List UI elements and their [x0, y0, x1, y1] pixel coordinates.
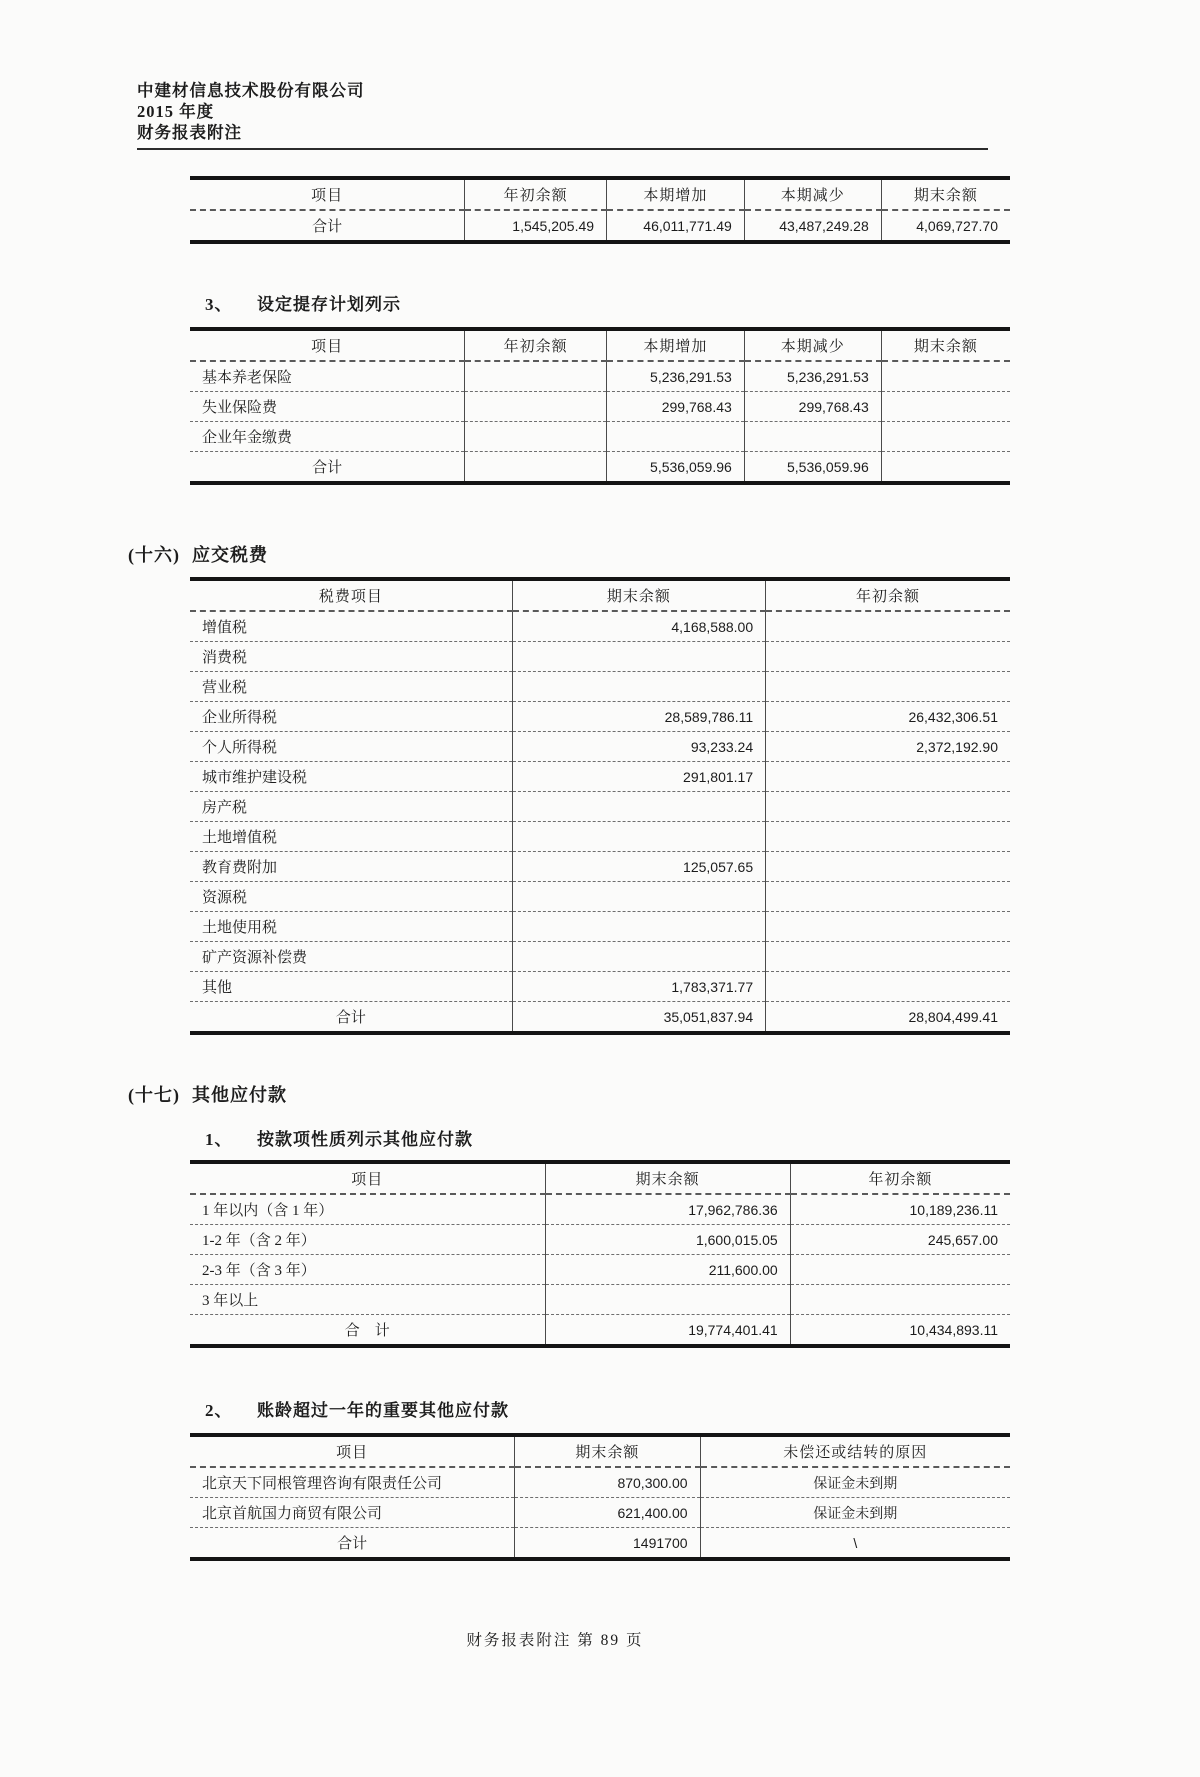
cell-value	[766, 642, 1010, 672]
table-row	[190, 1255, 1010, 1285]
section-17-2-number: 2、	[205, 1401, 233, 1420]
cell-value: 2,372,192.90	[766, 732, 1010, 762]
table-header-row	[190, 329, 1010, 361]
cell-value	[766, 792, 1010, 822]
cell-value: \	[700, 1528, 1010, 1560]
row-label: 北京首航国力商贸有限公司	[190, 1498, 515, 1528]
other-payables-by-nature-table	[190, 1160, 1010, 1348]
cell-value	[512, 792, 765, 822]
cell-value	[465, 392, 607, 422]
table-row	[190, 732, 1010, 762]
cell-value	[766, 852, 1010, 882]
table-row	[190, 912, 1010, 942]
row-label: 合计	[337, 1536, 368, 1552]
column-header: 项目	[190, 329, 465, 361]
cell-value	[766, 882, 1010, 912]
cell-value	[545, 1285, 790, 1315]
cell-value: 10,434,893.11	[790, 1315, 1010, 1347]
row-label: 营业税	[190, 672, 512, 702]
cell-value: 1,600,015.05	[545, 1225, 790, 1255]
cell-value	[465, 452, 607, 484]
cell-value: 46,011,771.49	[607, 210, 745, 242]
cell-value: 211,600.00	[545, 1255, 790, 1285]
table-row	[190, 702, 1010, 732]
row-label: 合 计	[344, 1323, 390, 1339]
section-17-title: 其他应付款	[192, 1085, 287, 1105]
cell-value: 5,236,291.53	[607, 361, 745, 392]
table-row	[190, 1467, 1010, 1498]
column-header: 未偿还或结转的原因	[700, 1435, 1010, 1467]
row-label: 合计	[312, 460, 343, 476]
row-label: 增值税	[190, 611, 512, 642]
table-row	[190, 1194, 1010, 1225]
cell-value	[790, 1285, 1010, 1315]
column-header: 期末余额	[545, 1162, 790, 1194]
table-row	[190, 1528, 1010, 1560]
row-label: 1 年以内（含 1 年）	[190, 1194, 545, 1225]
cell-value	[512, 882, 765, 912]
cell-value	[881, 452, 1010, 484]
cell-value: 4,069,727.70	[881, 210, 1010, 242]
section-17-1-title: 按款项性质列示其他应付款	[257, 1130, 473, 1149]
cell-value: 43,487,249.28	[744, 210, 881, 242]
column-header: 项目	[190, 1435, 515, 1467]
column-header: 本期减少	[744, 178, 881, 210]
table-row	[190, 1002, 1010, 1034]
cell-value	[766, 972, 1010, 1002]
cell-value: 5,536,059.96	[744, 452, 881, 484]
cell-value	[465, 361, 607, 392]
table-header-row	[190, 178, 1010, 210]
table-row	[190, 452, 1010, 484]
column-header: 项目	[190, 178, 465, 210]
table-row	[190, 942, 1010, 972]
cell-value	[766, 942, 1010, 972]
company-name: 中建材信息技术股份有限公司	[137, 81, 365, 100]
row-label: 其他	[190, 972, 512, 1002]
cell-value: 125,057.65	[512, 852, 765, 882]
taxes-payable-table	[190, 577, 1010, 1035]
row-label: 北京天下同根管理咨询有限责任公司	[190, 1467, 515, 1498]
cell-value: 4,168,588.00	[512, 611, 765, 642]
cell-value: 10,189,236.11	[790, 1194, 1010, 1225]
table-row	[190, 852, 1010, 882]
cell-value	[766, 762, 1010, 792]
cell-value: 17,962,786.36	[545, 1194, 790, 1225]
table-row	[190, 672, 1010, 702]
table-row	[190, 210, 1010, 242]
row-label: 个人所得税	[190, 732, 512, 762]
row-label: 3 年以上	[190, 1285, 545, 1315]
cell-value	[790, 1255, 1010, 1285]
row-label: 土地使用税	[190, 912, 512, 942]
cell-value: 保证金未到期	[700, 1498, 1010, 1528]
row-label: 消费税	[190, 642, 512, 672]
column-header: 本期减少	[744, 329, 881, 361]
cell-value	[766, 822, 1010, 852]
cell-value	[512, 822, 765, 852]
cell-value: 291,801.17	[512, 762, 765, 792]
section-17-1-number: 1、	[205, 1130, 233, 1149]
cell-value: 28,804,499.41	[766, 1002, 1010, 1034]
cell-value: 1,783,371.77	[512, 972, 765, 1002]
cell-value	[881, 392, 1010, 422]
page-footer: 财务报表附注 第 89 页	[466, 1632, 644, 1649]
section-17-2-heading	[205, 1396, 1200, 1421]
defined-benefit-total-table	[190, 176, 1010, 244]
cell-value: 1,545,205.49	[465, 210, 607, 242]
cell-value: 19,774,401.41	[545, 1315, 790, 1347]
document-header	[137, 80, 1200, 143]
row-label: 失业保险费	[190, 392, 465, 422]
cell-value	[744, 422, 881, 452]
table-row	[190, 1225, 1010, 1255]
column-header: 期末余额	[512, 579, 765, 611]
column-header: 本期增加	[607, 329, 745, 361]
cell-value	[512, 942, 765, 972]
column-header: 年初余额	[766, 579, 1010, 611]
row-label: 合计	[335, 1010, 366, 1026]
fiscal-year: 2015 年度	[137, 102, 215, 121]
column-header: 项目	[190, 1162, 545, 1194]
cell-value: 299,768.43	[744, 392, 881, 422]
column-header: 期末余额	[515, 1435, 700, 1467]
cell-value: 5,536,059.96	[607, 452, 745, 484]
cell-value: 299,768.43	[607, 392, 745, 422]
header-divider	[137, 148, 988, 150]
row-label: 矿产资源补偿费	[190, 942, 512, 972]
section-17-1-heading	[205, 1125, 1200, 1150]
table-row	[190, 642, 1010, 672]
section-16-heading	[128, 541, 1200, 567]
row-label: 房产税	[190, 792, 512, 822]
cell-value	[607, 422, 745, 452]
table-row	[190, 392, 1010, 422]
section-17-2-title: 账龄超过一年的重要其他应付款	[257, 1401, 509, 1420]
section-3-title: 设定提存计划列示	[257, 295, 401, 314]
cell-value: 26,432,306.51	[766, 702, 1010, 732]
table-row	[190, 792, 1010, 822]
cell-value	[465, 422, 607, 452]
table-row	[190, 972, 1010, 1002]
section-16-title: 应交税费	[192, 545, 268, 565]
row-label: 基本养老保险	[190, 361, 465, 392]
column-header: 期末余额	[881, 329, 1010, 361]
column-header: 税费项目	[190, 579, 512, 611]
cell-value	[766, 672, 1010, 702]
section-17-number: (十七)	[128, 1085, 180, 1105]
row-label: 土地增值税	[190, 822, 512, 852]
cell-value	[881, 422, 1010, 452]
section-17-heading	[128, 1081, 1200, 1107]
table-row	[190, 1498, 1010, 1528]
defined-contribution-plan-table	[190, 327, 1010, 485]
row-label: 2-3 年（含 3 年）	[190, 1255, 545, 1285]
section-16-number: (十六)	[128, 545, 180, 565]
row-label: 资源税	[190, 882, 512, 912]
table-header-row	[190, 1435, 1010, 1467]
cell-value: 93,233.24	[512, 732, 765, 762]
cell-value: 621,400.00	[515, 1498, 700, 1528]
column-header: 本期增加	[607, 178, 745, 210]
table-header-row	[190, 1162, 1010, 1194]
cell-value	[512, 642, 765, 672]
row-label: 教育费附加	[190, 852, 512, 882]
table-row	[190, 762, 1010, 792]
document-page	[0, 80, 1200, 1777]
table-row	[190, 822, 1010, 852]
cell-value	[512, 912, 765, 942]
cell-value	[766, 611, 1010, 642]
row-label: 企业年金缴费	[190, 422, 465, 452]
cell-value: 1491700	[515, 1528, 700, 1560]
table-row	[190, 882, 1010, 912]
table-header-row	[190, 579, 1010, 611]
cell-value	[766, 912, 1010, 942]
table-row	[190, 611, 1010, 642]
section-3-number: 3、	[205, 295, 233, 314]
section-3-heading	[205, 290, 1200, 315]
cell-value	[881, 361, 1010, 392]
aged-important-other-payables-table	[190, 1433, 1010, 1561]
row-label: 城市维护建设税	[190, 762, 512, 792]
cell-value: 28,589,786.11	[512, 702, 765, 732]
cell-value: 245,657.00	[790, 1225, 1010, 1255]
cell-value: 5,236,291.53	[744, 361, 881, 392]
cell-value: 保证金未到期	[700, 1467, 1010, 1498]
table-row	[190, 1315, 1010, 1347]
cell-value: 870,300.00	[515, 1467, 700, 1498]
row-label: 合计	[312, 219, 343, 235]
cell-value	[512, 672, 765, 702]
row-label: 1-2 年（含 2 年）	[190, 1225, 545, 1255]
column-header: 年初余额	[465, 178, 607, 210]
row-label: 企业所得税	[190, 702, 512, 732]
column-header: 年初余额	[790, 1162, 1010, 1194]
table-row	[190, 422, 1010, 452]
column-header: 年初余额	[465, 329, 607, 361]
table-row	[190, 1285, 1010, 1315]
table-row	[190, 361, 1010, 392]
cell-value: 35,051,837.94	[512, 1002, 765, 1034]
document-title: 财务报表附注	[137, 123, 242, 142]
column-header: 期末余额	[881, 178, 1010, 210]
